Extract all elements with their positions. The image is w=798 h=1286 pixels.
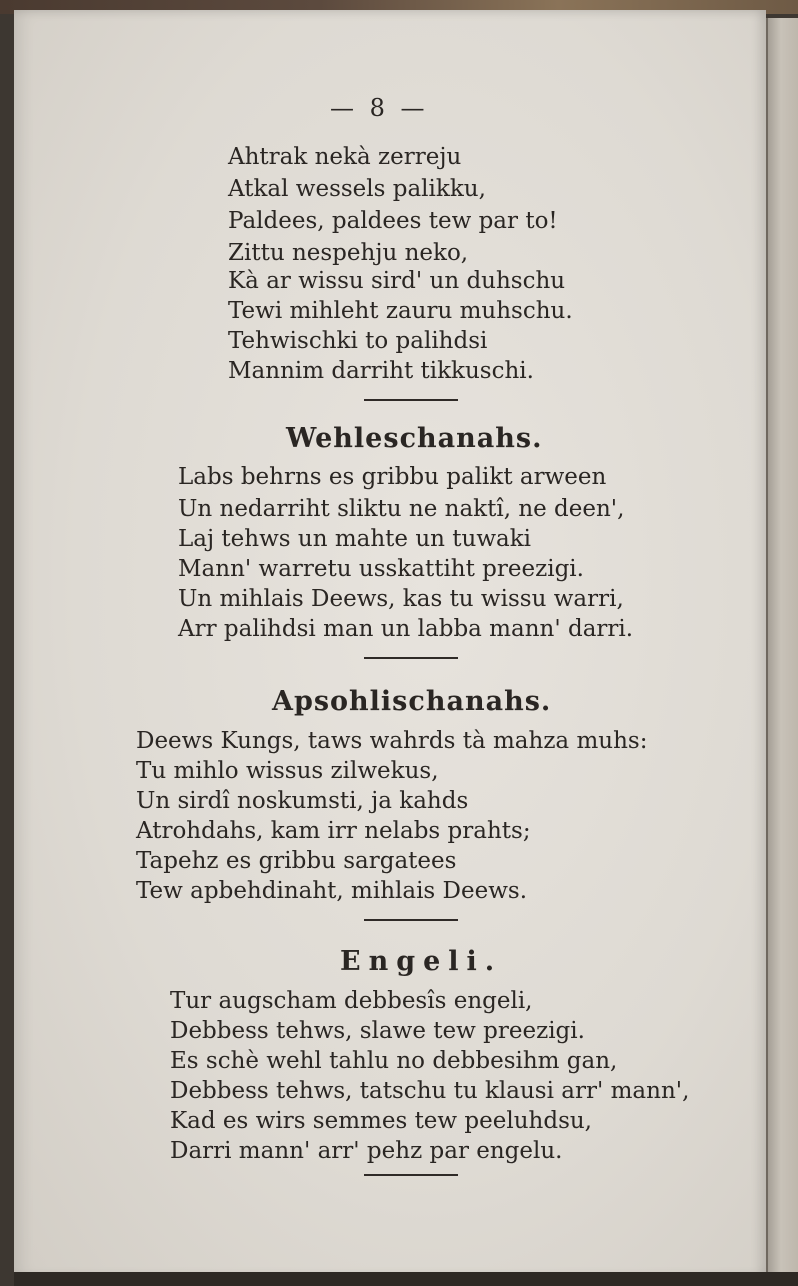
page-number: — 8 — [330, 94, 429, 122]
verse-line: Tur augscham debbesîs engeli, [170, 988, 533, 1014]
poem-title: Wehleschanahs. [286, 423, 543, 454]
verse-line: Zittu nespehju neko, [228, 240, 469, 266]
book-bottom-edge [14, 1272, 798, 1286]
verse-line: Debbess tehws, slawe tew preezigi. [170, 1018, 585, 1044]
verse-line: Un sirdî noskumsti, ja kahds [136, 788, 469, 814]
verse-line: Un nedarriht sliktu ne naktî, ne deen', [178, 496, 625, 522]
poem-title: Apsohlischanahs. [272, 686, 552, 717]
verse-line: Atrohdahs, kam irr nelabs prahts; [136, 818, 531, 844]
section-divider [364, 1174, 458, 1176]
verse-line: Debbess tehws, tatschu tu klausi arr' mann', [170, 1078, 690, 1104]
verse-line: Tew apbehdinaht, mihlais Deews. [136, 878, 528, 904]
verse-line: Paldees, paldees tew par to! [228, 208, 558, 234]
verse-line: Mannim darriht tikkuschi. [228, 358, 534, 384]
verse-line: Arr palihdsi man un labba mann' darri. [178, 616, 634, 642]
verse-line: Laj tehws un mahte un tuwaki [178, 526, 532, 552]
verse-line: Un mihlais Deews, kas tu wissu warri, [178, 586, 624, 612]
verse-line: Ahtrak nekà zerreju [228, 144, 462, 170]
verse-line: Tewi mihleht zauru muhschu. [228, 298, 573, 324]
poem-title: Engeli. [340, 946, 503, 977]
verse-line: Tehwischki to palihdsi [228, 328, 488, 354]
section-divider [364, 919, 458, 921]
verse-line: Labs behrns es gribbu palikt arween [178, 464, 607, 490]
verse-line: Kad es wirs semmes tew peeluhdsu, [170, 1108, 592, 1134]
verse-line: Kà ar wissu sird' un duhschu [228, 268, 566, 294]
verse-line: Deews Kungs, taws wahrds tà mahza muhs: [136, 728, 648, 754]
next-page-edge [766, 18, 798, 1280]
section-divider [364, 657, 458, 659]
verse-line: Darri mann' arr' pehz par engelu. [170, 1138, 563, 1164]
verse-line: Es schè wehl tahlu no debbesihm gan, [170, 1048, 618, 1074]
verse-line: Tapehz es gribbu sargatees [136, 848, 457, 874]
verse-line: Atkal wessels palikku, [228, 176, 486, 202]
verse-line: Mann' warretu usskattiht preezigi. [178, 556, 584, 582]
section-divider [364, 399, 458, 401]
verse-line: Tu mihlo wissus zilwekus, [136, 758, 439, 784]
